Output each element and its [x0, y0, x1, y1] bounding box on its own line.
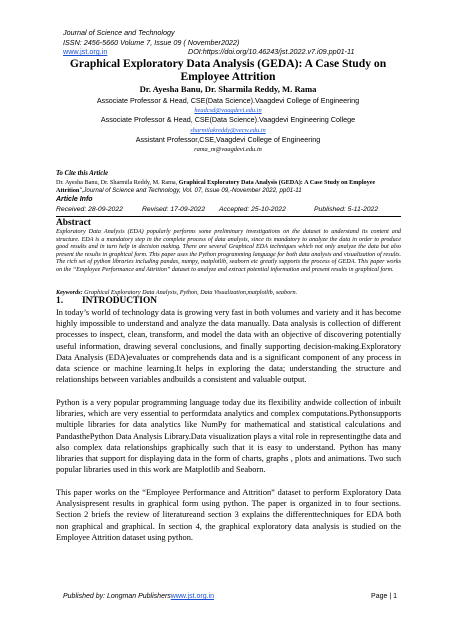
- divider-rule: [56, 216, 401, 217]
- journal-header: [63, 28, 355, 57]
- published-date: Published: 5-11-2022: [314, 206, 379, 213]
- email-1[interactable]: headcsd@vaagdevi.edu.in: [194, 107, 262, 114]
- intro-paragraph-1: In today’s world of technology data is growing very fast in both volumes and variety and it has become highly impossible to understand and analyze the data manually. Data analysis is collection of different processes to inspect, clean, transform, and model the data with an objective of discovering potentially useful information, drawing several conclusions, and finally supporting decision-making.Exploratory Data Analysis (EDA)evaluates or comprehends data and is a significant component of any process in data science or machine learning.It helps in exploring the data; understanding the structure and relationships between variables andbuilds a consistent and valuable output.: [56, 308, 401, 385]
- issn-line: ISSN: 2456-5660 Volume 7, Issue 09 ( November2022): [63, 37, 240, 47]
- citation-tail: ",Journal of Science and Technology, Vol. 07, Issue 09,-November 2022, pp01-11: [79, 187, 302, 194]
- keywords-label: Keywords:: [56, 290, 83, 296]
- abstract-text: Exploratory Data Analysis (EDA) popularly performs some preliminary investigations on the dataset to understand its content and structure. EDA is a mandatory step in the complete process of data analysis, since its mandatory to analyze the data in order to produce good results and in turn help in decision making. There are several Graphical EDA techniques which not only analyze the data but also present the results in graphical form. This paper uses the Python programming language for both data analysis and visualization of results. The rich set of python libraries including pandas, numpy, matplotlib, seaborn etc greatly supports the process of GEDA. This paper works on the “Employee Performance and Attrition” dataset to analyze and extract potential information and present results in graphical form.: [56, 229, 401, 273]
- email-2[interactable]: sharmilakreddy@vecw.edu.in: [190, 127, 266, 134]
- affiliation-3: Assistant Professor,CSE,Vaagdevi College of Engineering: [135, 135, 321, 144]
- section-number: 1.: [56, 296, 64, 306]
- keywords-text: Graphical Exploratory Data Analysis, Python, Data Visualization,matplotlib, seaborn.: [84, 290, 298, 296]
- citation-authors: Dr. Ayesha Banu, Dr. Sharmila Reddy, M. Rama,: [56, 179, 178, 186]
- footer-publisher: Published by: Longman Publishers: [63, 593, 171, 600]
- revised-date: Revised: 17-09-2022: [142, 206, 206, 213]
- intro-paragraph-2: Python is a very popular programming language today due its flexibility andwide collection of inbuilt libraries, which are very essential to performdata analytics and complex computations.Pythonsupports multiple libraries for data analytics like NumPy for mathematical and statistical calculations and PandasthePython Data Analysis Library.Data visualization plays a vital role in representingthe data and also complex data relationships graphically such that it is easy to understand. Python has many libraries that support for displaying data in the form of charts, graphs , plots and animations. Two such popular libraries used in this work are Matplotlib and Seaborn.: [56, 398, 401, 475]
- author-names: Dr. Ayesha Banu, Dr. Sharmila Reddy, M. Rama: [139, 84, 317, 94]
- intro-paragraph-3: This paper works on the “Employee Performance and Attrition” dataset to perform Exploratory Data Analysispresent results in graphical form using python. The paper is organized in to four sections. Section 2 briefs the review of literatureand section 3 explains the differenttechniques for EDA both non graphical and graphical. In section 4, the graphical exploratory data analysis is studied on the Employee Attrition dataset using python.: [56, 488, 401, 542]
- affiliation-1: Associate Professor & Head, CSE(Data Science).Vaagdevi College of Engineering: [96, 96, 360, 105]
- citation-heading: To Cite this Article: [56, 170, 109, 177]
- footer-website-link[interactable]: www.jst.org.in: [170, 593, 214, 600]
- section-title: INTRODUCTION: [82, 296, 158, 306]
- paper-title: Graphical Exploratory Data Analysis (GEDA): A Case Study on Employee Attrition: [69, 57, 387, 83]
- citation-text: [56, 179, 401, 195]
- affiliation-2: Associate Professor & Head, CSE(Data Science).Vaagdevi Engineering College: [100, 115, 356, 124]
- doi-text: DOI:https://doi.org/10.46243/jst.2022.v7.i09.pp01-11: [188, 47, 355, 57]
- accepted-date: Accepted: 25-10-2022: [219, 206, 286, 213]
- journal-website-link[interactable]: www.jst.org.in: [63, 47, 108, 57]
- citation-title: Graphical Exploratory Data Analysis (GEDA): A Case Study on Employee Attrition: [56, 179, 376, 194]
- article-info-heading: Article Info: [56, 196, 93, 203]
- page-number: Page | 1: [371, 593, 397, 600]
- received-date: Received: 28-09-2022: [56, 206, 123, 213]
- section-heading-introduction: [56, 296, 157, 306]
- journal-name: Journal of Science and Technology: [63, 28, 175, 37]
- abstract-heading: Abstract: [56, 218, 91, 228]
- page-footer: [63, 593, 397, 600]
- email-3: rama_m@vaagdevi.edu.in: [194, 146, 262, 153]
